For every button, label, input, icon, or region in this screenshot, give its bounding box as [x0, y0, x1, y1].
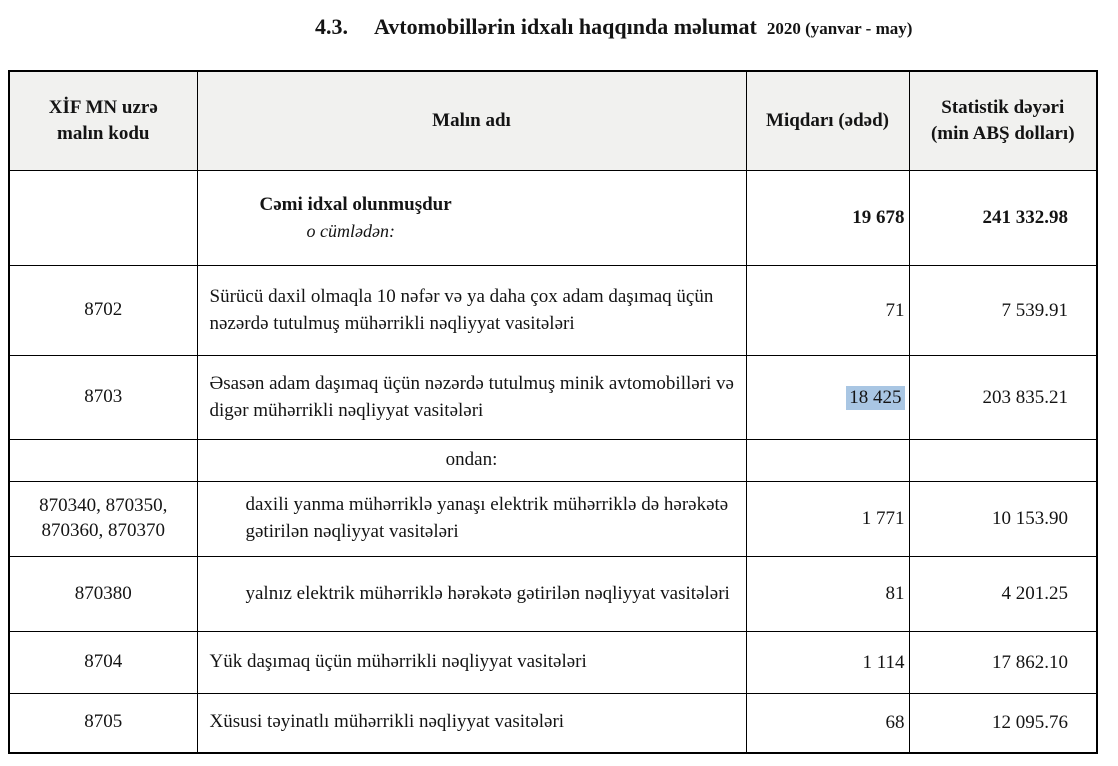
title-section-number: 4.3. — [315, 14, 348, 39]
cell-name: Sürücü daxil olmaqla 10 nəfər və ya daha çox adam daşımaq üçün nəzərdə tutulmuş mühərrikli nəqliyyat vasitələri — [197, 266, 746, 356]
table-row-8703 — [9, 356, 1097, 440]
cell-qty: 71 — [746, 266, 909, 356]
imports-table — [8, 70, 1098, 754]
cell-qty: 19 678 — [746, 171, 909, 266]
table-row-8705 — [9, 694, 1097, 753]
cell-code — [9, 440, 197, 482]
page-title — [315, 14, 912, 40]
cell-name: Əsasən adam daşımaq üçün nəzərdə tutulmuş minik avtomobilləri və digər mühərrikli nəqliyyat vasitələri — [197, 356, 746, 440]
cell-name: yalnız elektrik mühərriklə hərəkətə gətirilən nəqliyyat vasitələri — [197, 557, 746, 632]
table-row-870380 — [9, 557, 1097, 632]
table-header-row — [9, 71, 1097, 171]
cell-code: 8703 — [9, 356, 197, 440]
col-header-code: XİF MN uzrə malın kodu — [9, 71, 197, 171]
cell-qty — [746, 356, 909, 440]
cell-value: 7 539.91 — [909, 266, 1097, 356]
cell-code: 8702 — [9, 266, 197, 356]
cell-qty: 1 771 — [746, 482, 909, 557]
table-row-total — [9, 171, 1097, 266]
cell-code: 870340, 870350, 870360, 870370 — [9, 482, 197, 557]
table-row-8702 — [9, 266, 1097, 356]
cell-code: 8704 — [9, 632, 197, 694]
total-label: Cəmi idxal olunmuşdur — [259, 193, 452, 215]
cell-name — [197, 171, 746, 266]
table-row-8704 — [9, 632, 1097, 694]
cell-name: ondan: — [197, 440, 746, 482]
cell-name: daxili yanma mühərriklə yanaşı elektrik mühərriklə də hərəkətə gətirilən nəqliyyat vasitələri — [197, 482, 746, 557]
cell-value: 203 835.21 — [909, 356, 1097, 440]
table-row-ondan — [9, 440, 1097, 482]
cell-value: 10 153.90 — [909, 482, 1097, 557]
title-period: 2020 (yanvar - may) — [766, 19, 913, 38]
selected-value-highlight: 18 425 — [846, 386, 904, 410]
title-text: Avtomobillərin idxalı haqqında məlumat — [374, 14, 757, 39]
table-row-870340 — [9, 482, 1097, 557]
cell-value: 241 332.98 — [909, 171, 1097, 266]
cell-code: 8705 — [9, 694, 197, 753]
cell-qty — [746, 440, 909, 482]
cell-code — [9, 171, 197, 266]
col-header-value: Statistik dəyəri (min ABŞ dolları) — [909, 71, 1097, 171]
cell-value: 4 201.25 — [909, 557, 1097, 632]
cell-name: Yük daşımaq üçün mühərrikli nəqliyyat vasitələri — [197, 632, 746, 694]
cell-qty: 68 — [746, 694, 909, 753]
cell-value — [909, 440, 1097, 482]
col-header-name: Malın adı — [197, 71, 746, 171]
cell-qty: 81 — [746, 557, 909, 632]
cell-name: Xüsusi təyinatlı mühərrikli nəqliyyat vasitələri — [197, 694, 746, 753]
col-header-qty: Miqdarı (ədəd) — [746, 71, 909, 171]
cell-code: 870380 — [9, 557, 197, 632]
cell-qty: 1 114 — [746, 632, 909, 694]
cell-value: 17 862.10 — [909, 632, 1097, 694]
total-sublabel: o cümlədən: — [306, 220, 395, 241]
cell-value: 12 095.76 — [909, 694, 1097, 753]
